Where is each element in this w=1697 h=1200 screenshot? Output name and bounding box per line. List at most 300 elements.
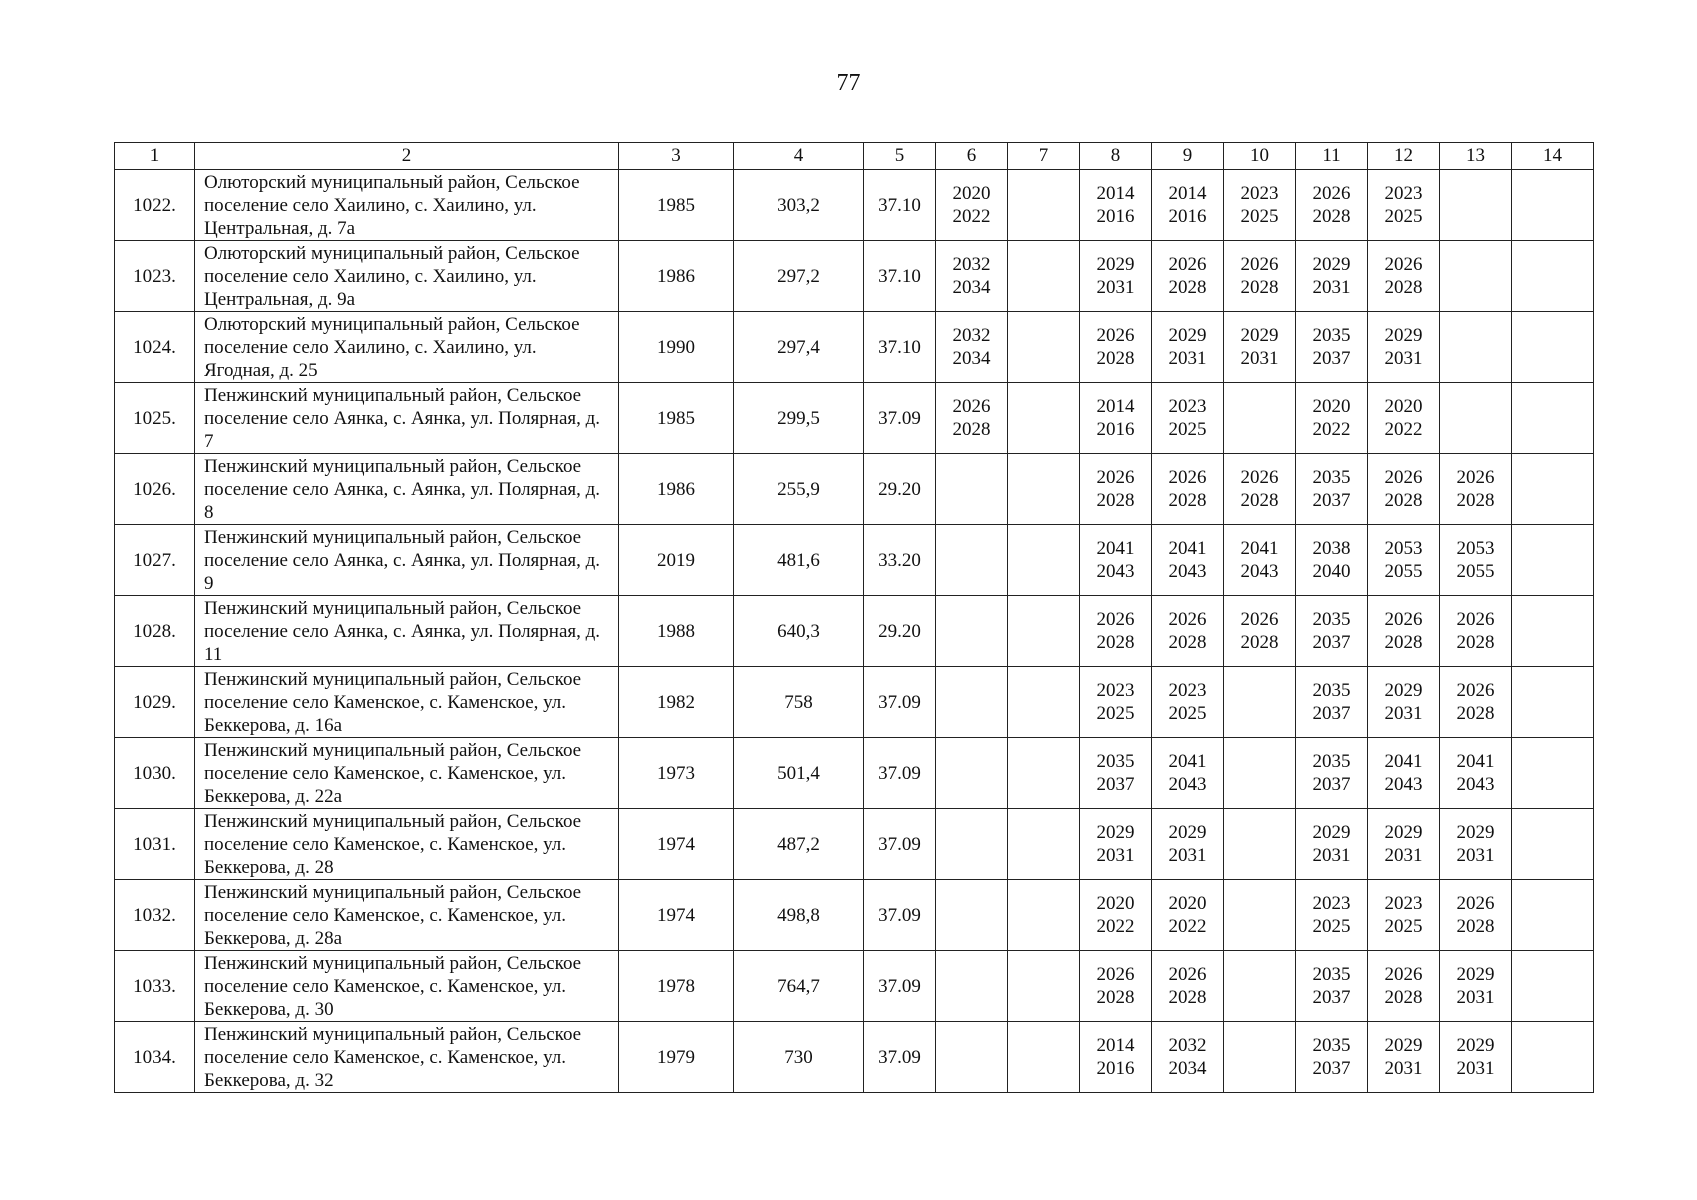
year-range [1097, 182, 1135, 228]
cell-area: 758 [734, 667, 864, 738]
column-header-12: 12 [1368, 143, 1440, 170]
cell-code: 37.09 [864, 667, 936, 738]
year-end: 2022 [1384, 419, 1423, 440]
year-range [1169, 253, 1207, 299]
year-end: 2037 [1096, 774, 1135, 795]
cell-address: Олюторский муниципальный район, Сельское поселение село Хаилино, с. Хаилино, ул. Центральная, д. 9а [195, 241, 619, 312]
year-end: 2028 [1456, 632, 1495, 653]
column-header-6: 6 [936, 143, 1008, 170]
year-start: 2026 [1384, 254, 1423, 275]
year-range [1097, 750, 1135, 796]
year-start: 2026 [1096, 325, 1135, 346]
year-start: 2026 [1456, 609, 1495, 630]
year-range [1457, 608, 1495, 654]
cell-period-10 [1224, 1022, 1296, 1093]
year-range [1457, 963, 1495, 1009]
cell-address: Пенжинский муниципальный район, Сельское поселение село Каменское, с. Каменское, ул. Беккерова, д. 30 [195, 951, 619, 1022]
year-start: 2035 [1312, 751, 1351, 772]
year-start: 2023 [1168, 680, 1207, 701]
cell-period-8 [1080, 1022, 1152, 1093]
cell-period-13 [1440, 880, 1512, 951]
cell-area: 487,2 [734, 809, 864, 880]
year-start: 2029 [1384, 822, 1423, 843]
year-end: 2031 [1312, 277, 1351, 298]
year-range [1097, 608, 1135, 654]
year-end: 2043 [1456, 774, 1495, 795]
cell-period-7 [1008, 951, 1080, 1022]
year-range [1385, 821, 1423, 867]
cell-row-number: 1034. [115, 1022, 195, 1093]
year-start: 2026 [1096, 467, 1135, 488]
table-row [115, 383, 1594, 454]
cell-period-7 [1008, 454, 1080, 525]
cell-area: 501,4 [734, 738, 864, 809]
year-start: 2014 [1096, 1035, 1135, 1056]
year-start: 2023 [1384, 183, 1423, 204]
cell-period-13 [1440, 312, 1512, 383]
year-end: 2031 [1096, 277, 1135, 298]
column-header-14: 14 [1512, 143, 1594, 170]
cell-address: Олюторский муниципальный район, Сельское поселение село Хаилино, с. Хаилино, ул. Ягодная, д. 25 [195, 312, 619, 383]
year-start: 2026 [1240, 467, 1279, 488]
year-start: 2029 [1096, 822, 1135, 843]
cell-area: 640,3 [734, 596, 864, 667]
year-range [1385, 1034, 1423, 1080]
year-end: 2043 [1240, 561, 1279, 582]
year-range [1457, 892, 1495, 938]
year-end: 2028 [1096, 490, 1135, 511]
cell-period-12 [1368, 525, 1440, 596]
year-range [953, 182, 991, 228]
cell-period-14 [1512, 383, 1594, 454]
cell-period-13 [1440, 241, 1512, 312]
cell-period-14 [1512, 738, 1594, 809]
year-start: 2026 [1240, 609, 1279, 630]
year-end: 2031 [1456, 1058, 1495, 1079]
year-start: 2023 [1168, 396, 1207, 417]
cell-code: 29.20 [864, 596, 936, 667]
cell-period-11 [1296, 738, 1368, 809]
year-end: 2028 [1096, 632, 1135, 653]
year-end: 2037 [1312, 774, 1351, 795]
page-number: 77 [836, 70, 861, 96]
cell-row-number: 1024. [115, 312, 195, 383]
year-end: 2025 [1312, 916, 1351, 937]
year-range [1385, 608, 1423, 654]
year-start: 2026 [1096, 609, 1135, 630]
year-start: 2032 [1168, 1035, 1207, 1056]
cell-period-11 [1296, 809, 1368, 880]
column-header-5: 5 [864, 143, 936, 170]
cell-period-13 [1440, 525, 1512, 596]
cell-period-7 [1008, 241, 1080, 312]
cell-period-9 [1152, 951, 1224, 1022]
cell-period-7 [1008, 525, 1080, 596]
year-start: 2014 [1096, 183, 1135, 204]
cell-period-8 [1080, 951, 1152, 1022]
cell-period-10 [1224, 738, 1296, 809]
cell-period-6 [936, 454, 1008, 525]
year-range [1385, 324, 1423, 370]
cell-period-11 [1296, 951, 1368, 1022]
cell-period-9 [1152, 241, 1224, 312]
year-end: 2043 [1096, 561, 1135, 582]
year-end: 2028 [1384, 987, 1423, 1008]
year-range [1457, 466, 1495, 512]
year-end: 2016 [1096, 206, 1135, 227]
cell-period-9 [1152, 1022, 1224, 1093]
year-end: 2040 [1312, 561, 1351, 582]
cell-build-year: 1982 [619, 667, 734, 738]
column-header-13: 13 [1440, 143, 1512, 170]
year-range [1097, 253, 1135, 299]
cell-period-12 [1368, 454, 1440, 525]
year-end: 2028 [1240, 277, 1279, 298]
year-range [1313, 182, 1351, 228]
year-start: 2029 [1384, 680, 1423, 701]
cell-address: Пенжинский муниципальный район, Сельское поселение село Аянка, с. Аянка, ул. Полярная, д. 11 [195, 596, 619, 667]
cell-area: 299,5 [734, 383, 864, 454]
year-start: 2026 [1168, 254, 1207, 275]
cell-period-6 [936, 525, 1008, 596]
year-range [1169, 395, 1207, 441]
year-end: 2043 [1168, 561, 1207, 582]
cell-build-year: 2019 [619, 525, 734, 596]
year-end: 2037 [1312, 703, 1351, 724]
table-row [115, 1022, 1594, 1093]
year-end: 2034 [1168, 1058, 1207, 1079]
year-end: 2025 [1096, 703, 1135, 724]
cell-build-year: 1985 [619, 170, 734, 241]
year-start: 2029 [1456, 1035, 1495, 1056]
cell-period-12 [1368, 809, 1440, 880]
cell-period-11 [1296, 454, 1368, 525]
cell-build-year: 1974 [619, 880, 734, 951]
cell-row-number: 1027. [115, 525, 195, 596]
cell-build-year: 1988 [619, 596, 734, 667]
year-end: 2028 [1240, 632, 1279, 653]
year-start: 2026 [1456, 680, 1495, 701]
year-start: 2041 [1168, 538, 1207, 559]
cell-period-6 [936, 1022, 1008, 1093]
cell-build-year: 1974 [619, 809, 734, 880]
year-range [953, 324, 991, 370]
cell-period-14 [1512, 312, 1594, 383]
cell-period-11 [1296, 880, 1368, 951]
year-start: 2023 [1240, 183, 1279, 204]
year-end: 2028 [1384, 277, 1423, 298]
cell-code: 37.10 [864, 312, 936, 383]
year-end: 2034 [952, 277, 991, 298]
year-start: 2053 [1384, 538, 1423, 559]
year-start: 2035 [1312, 325, 1351, 346]
year-start: 2026 [1168, 964, 1207, 985]
year-end: 2031 [1168, 348, 1207, 369]
cell-row-number: 1032. [115, 880, 195, 951]
year-end: 2016 [1096, 419, 1135, 440]
column-header-3: 3 [619, 143, 734, 170]
cell-code: 37.10 [864, 241, 936, 312]
year-start: 2023 [1096, 680, 1135, 701]
cell-code: 37.09 [864, 383, 936, 454]
cell-period-6 [936, 951, 1008, 1022]
cell-row-number: 1025. [115, 383, 195, 454]
year-end: 2031 [1240, 348, 1279, 369]
year-range [1313, 395, 1351, 441]
year-range [1457, 750, 1495, 796]
year-start: 2020 [1312, 396, 1351, 417]
year-range [1169, 821, 1207, 867]
cell-period-8 [1080, 170, 1152, 241]
year-end: 2031 [1168, 845, 1207, 866]
year-end: 2022 [952, 206, 991, 227]
year-start: 2035 [1312, 609, 1351, 630]
cell-period-7 [1008, 738, 1080, 809]
column-header-9: 9 [1152, 143, 1224, 170]
cell-period-10 [1224, 312, 1296, 383]
cell-period-14 [1512, 170, 1594, 241]
year-end: 2037 [1312, 987, 1351, 1008]
year-range [1313, 892, 1351, 938]
cell-period-9 [1152, 383, 1224, 454]
cell-period-6 [936, 809, 1008, 880]
cell-area: 303,2 [734, 170, 864, 241]
year-start: 2041 [1456, 751, 1495, 772]
table-row [115, 454, 1594, 525]
table-row [115, 170, 1594, 241]
cell-code: 37.09 [864, 951, 936, 1022]
year-range [1241, 182, 1279, 228]
year-range [1169, 608, 1207, 654]
cell-period-10 [1224, 951, 1296, 1022]
year-end: 2055 [1456, 561, 1495, 582]
column-header-11: 11 [1296, 143, 1368, 170]
year-end: 2028 [1384, 490, 1423, 511]
year-range [1385, 963, 1423, 1009]
year-end: 2028 [1168, 987, 1207, 1008]
year-end: 2031 [1384, 348, 1423, 369]
year-start: 2026 [1240, 254, 1279, 275]
year-range [1385, 395, 1423, 441]
year-start: 2035 [1312, 467, 1351, 488]
column-header-7: 7 [1008, 143, 1080, 170]
cell-address: Пенжинский муниципальный район, Сельское поселение село Каменское, с. Каменское, ул. Беккерова, д. 28а [195, 880, 619, 951]
cell-code: 37.09 [864, 1022, 936, 1093]
year-range [1385, 253, 1423, 299]
cell-period-12 [1368, 312, 1440, 383]
cell-period-13 [1440, 1022, 1512, 1093]
year-end: 2025 [1168, 703, 1207, 724]
year-end: 2022 [1312, 419, 1351, 440]
year-range [1313, 1034, 1351, 1080]
cell-period-7 [1008, 383, 1080, 454]
cell-period-10 [1224, 383, 1296, 454]
year-end: 2028 [1456, 703, 1495, 724]
cell-build-year: 1986 [619, 241, 734, 312]
cell-period-7 [1008, 809, 1080, 880]
cell-period-11 [1296, 241, 1368, 312]
cell-period-9 [1152, 525, 1224, 596]
cell-address: Пенжинский муниципальный район, Сельское поселение село Аянка, с. Аянка, ул. Полярная, д. 9 [195, 525, 619, 596]
cell-period-12 [1368, 667, 1440, 738]
year-end: 2016 [1168, 206, 1207, 227]
cell-code: 37.10 [864, 170, 936, 241]
year-range [1241, 608, 1279, 654]
cell-period-7 [1008, 312, 1080, 383]
table-row [115, 312, 1594, 383]
year-range [1169, 892, 1207, 938]
year-range [1169, 1034, 1207, 1080]
year-start: 2026 [1384, 964, 1423, 985]
table-row [115, 667, 1594, 738]
year-range [1313, 750, 1351, 796]
column-header-4: 4 [734, 143, 864, 170]
column-header-8: 8 [1080, 143, 1152, 170]
cell-period-12 [1368, 880, 1440, 951]
cell-row-number: 1029. [115, 667, 195, 738]
cell-code: 37.09 [864, 880, 936, 951]
year-start: 2032 [952, 325, 991, 346]
cell-period-12 [1368, 241, 1440, 312]
year-start: 2026 [1384, 467, 1423, 488]
cell-period-9 [1152, 809, 1224, 880]
year-end: 2028 [1240, 490, 1279, 511]
column-header-1: 1 [115, 143, 195, 170]
year-end: 2043 [1168, 774, 1207, 795]
year-range [1097, 679, 1135, 725]
cell-build-year: 1979 [619, 1022, 734, 1093]
year-range [1169, 182, 1207, 228]
year-end: 2028 [1168, 490, 1207, 511]
cell-period-6 [936, 880, 1008, 951]
year-range [1097, 1034, 1135, 1080]
cell-row-number: 1023. [115, 241, 195, 312]
year-range [1313, 537, 1351, 583]
column-header-10: 10 [1224, 143, 1296, 170]
year-start: 2029 [1168, 325, 1207, 346]
year-range [1313, 679, 1351, 725]
cell-period-14 [1512, 951, 1594, 1022]
year-range [1097, 821, 1135, 867]
cell-period-10 [1224, 525, 1296, 596]
cell-period-11 [1296, 1022, 1368, 1093]
year-start: 2029 [1312, 822, 1351, 843]
year-end: 2025 [1384, 206, 1423, 227]
cell-period-6 [936, 312, 1008, 383]
cell-period-13 [1440, 596, 1512, 667]
year-end: 2028 [1456, 916, 1495, 937]
cell-address: Пенжинский муниципальный район, Сельское поселение село Каменское, с. Каменское, ул. Беккерова, д. 22а [195, 738, 619, 809]
cell-period-13 [1440, 738, 1512, 809]
cell-period-11 [1296, 312, 1368, 383]
cell-address: Пенжинский муниципальный район, Сельское поселение село Каменское, с. Каменское, ул. Беккерова, д. 28 [195, 809, 619, 880]
table-row [115, 809, 1594, 880]
cell-period-14 [1512, 809, 1594, 880]
cell-period-8 [1080, 738, 1152, 809]
cell-period-13 [1440, 951, 1512, 1022]
year-end: 2037 [1312, 490, 1351, 511]
table-row [115, 951, 1594, 1022]
year-start: 2041 [1096, 538, 1135, 559]
cell-period-14 [1512, 667, 1594, 738]
cell-period-8 [1080, 454, 1152, 525]
cell-period-13 [1440, 170, 1512, 241]
year-start: 2029 [1384, 325, 1423, 346]
cell-area: 297,4 [734, 312, 864, 383]
year-start: 2029 [1384, 1035, 1423, 1056]
year-end: 2025 [1168, 419, 1207, 440]
year-range [1385, 182, 1423, 228]
year-start: 2029 [1240, 325, 1279, 346]
cell-period-6 [936, 738, 1008, 809]
cell-row-number: 1033. [115, 951, 195, 1022]
cell-period-11 [1296, 525, 1368, 596]
cell-period-9 [1152, 738, 1224, 809]
cell-address: Пенжинский муниципальный район, Сельское поселение село Аянка, с. Аянка, ул. Полярная, д. 8 [195, 454, 619, 525]
cell-row-number: 1030. [115, 738, 195, 809]
year-range [1385, 750, 1423, 796]
cell-period-9 [1152, 596, 1224, 667]
cell-period-8 [1080, 809, 1152, 880]
year-end: 2025 [1384, 916, 1423, 937]
cell-period-11 [1296, 170, 1368, 241]
year-end: 2031 [1384, 1058, 1423, 1079]
year-range [1169, 963, 1207, 1009]
year-range [1097, 537, 1135, 583]
cell-period-13 [1440, 667, 1512, 738]
register-table [114, 142, 1594, 1093]
header-row [115, 143, 1594, 170]
cell-area: 498,8 [734, 880, 864, 951]
cell-address: Олюторский муниципальный район, Сельское поселение село Хаилино, с. Хаилино, ул. Центральная, д. 7а [195, 170, 619, 241]
cell-period-10 [1224, 454, 1296, 525]
cell-period-14 [1512, 241, 1594, 312]
year-end: 2025 [1240, 206, 1279, 227]
cell-code: 33.20 [864, 525, 936, 596]
cell-period-7 [1008, 170, 1080, 241]
table-row [115, 525, 1594, 596]
year-range [1457, 679, 1495, 725]
year-start: 2026 [1384, 609, 1423, 630]
year-end: 2031 [1096, 845, 1135, 866]
year-range [1313, 324, 1351, 370]
year-end: 2022 [1168, 916, 1207, 937]
year-end: 2028 [1168, 632, 1207, 653]
year-start: 2014 [1096, 396, 1135, 417]
cell-period-14 [1512, 880, 1594, 951]
year-start: 2014 [1168, 183, 1207, 204]
year-start: 2041 [1168, 751, 1207, 772]
year-range [1385, 892, 1423, 938]
year-range [1241, 466, 1279, 512]
cell-period-8 [1080, 525, 1152, 596]
year-range [1097, 324, 1135, 370]
cell-period-10 [1224, 880, 1296, 951]
year-start: 2029 [1168, 822, 1207, 843]
year-end: 2028 [1384, 632, 1423, 653]
cell-period-6 [936, 383, 1008, 454]
year-end: 2028 [952, 419, 991, 440]
cell-period-7 [1008, 880, 1080, 951]
year-range [1241, 537, 1279, 583]
year-range [1169, 466, 1207, 512]
year-range [1169, 750, 1207, 796]
year-range [1169, 679, 1207, 725]
cell-area: 481,6 [734, 525, 864, 596]
cell-period-8 [1080, 667, 1152, 738]
year-range [1097, 395, 1135, 441]
year-start: 2053 [1456, 538, 1495, 559]
